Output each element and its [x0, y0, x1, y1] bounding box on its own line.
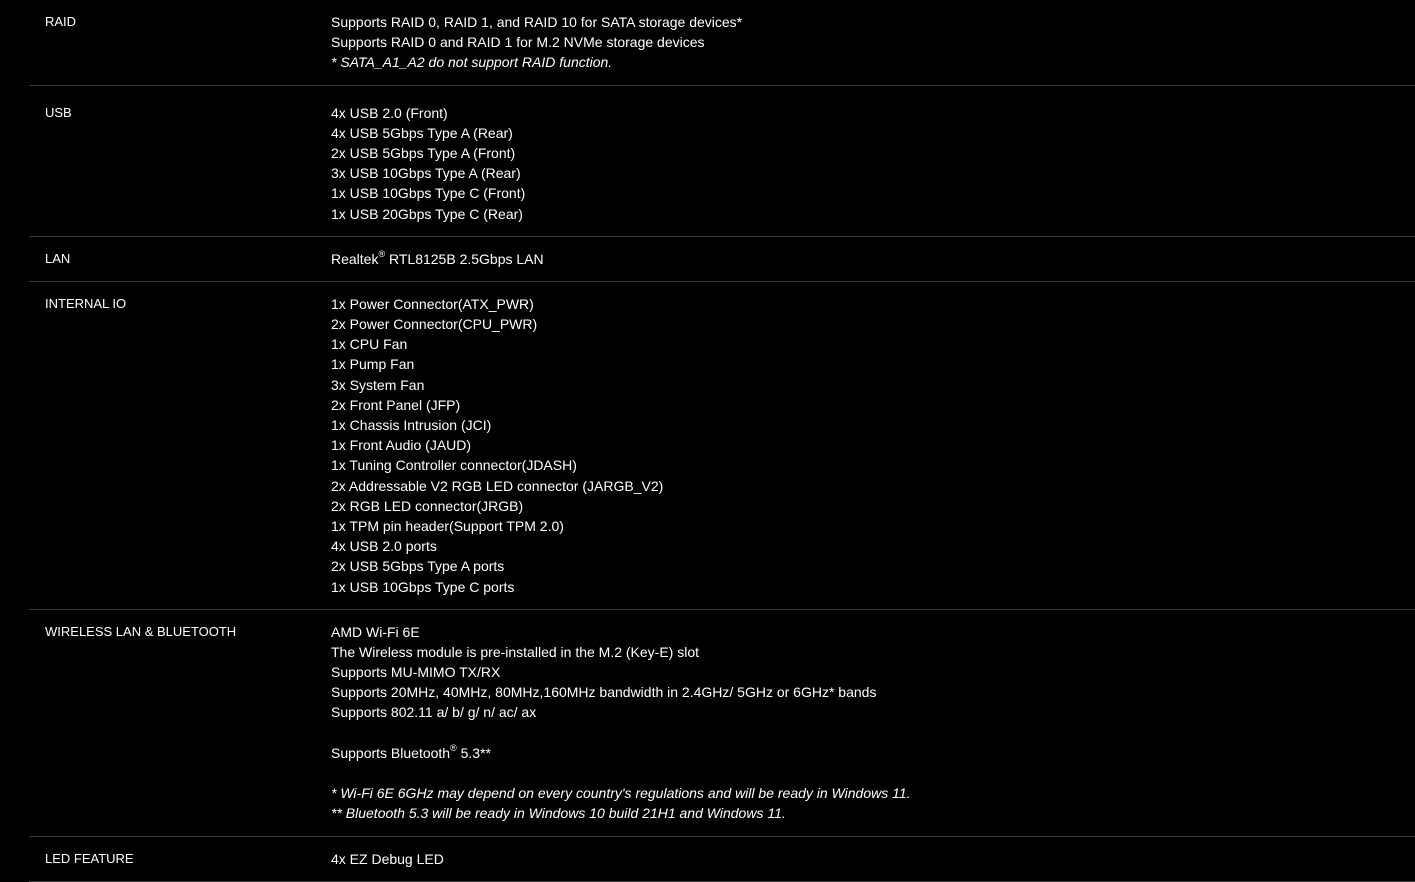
spec-row [29, 282, 1415, 610]
spec-line [331, 622, 1415, 642]
spec-line-text: Supports 802.11 a/ b/ g/ n/ ac/ ax [331, 704, 537, 721]
spec-line-text: The Wireless module is pre-installed in the M.2 (Key-E) slot [331, 643, 700, 660]
spacer [331, 723, 1415, 743]
spec-line-text: 4x USB 2.0 ports [331, 538, 437, 555]
spec-line [331, 52, 1415, 72]
spec-row [29, 610, 1415, 837]
spec-line-text: 1x Tuning Controller connector(JDASH) [331, 457, 577, 474]
spec-line [331, 375, 1415, 395]
spec-line-text: ** Bluetooth 5.3 will be ready in Windows 10 build 21H1 and Windows 11. [331, 805, 786, 822]
spec-label: LAN [45, 250, 71, 266]
spec-line-text: 4x EZ Debug LED [331, 850, 444, 867]
spec-line [331, 496, 1415, 516]
spec-line [331, 334, 1415, 354]
spec-row [29, 237, 1415, 282]
spec-table [29, 0, 1415, 882]
spec-value [331, 622, 1415, 824]
spec-line-text: 2x Power Connector(CPU_PWR) [331, 316, 538, 333]
spec-line-text: Supports MU-MIMO TX/RX [331, 664, 501, 681]
registered-trademark-mark: ® [450, 743, 457, 754]
spec-line-text: 1x Power Connector(ATX_PWR) [331, 295, 534, 312]
spec-line-text: 3x System Fan [331, 376, 425, 393]
spec-line [331, 516, 1415, 536]
spec-line [331, 395, 1415, 415]
spec-value [331, 249, 1415, 269]
spec-line-text: 1x USB 20Gbps Type C (Rear) [331, 205, 523, 222]
spec-line-text-suffix: 5.3** [456, 744, 491, 761]
spec-line [331, 12, 1415, 32]
spec-line [331, 556, 1415, 576]
spec-line-text: 1x CPU Fan [331, 336, 408, 353]
spec-line-text: Realtek [331, 250, 379, 267]
spec-line-text: 2x RGB LED connector(JRGB) [331, 497, 524, 514]
spec-line-text: Supports RAID 0, RAID 1, and RAID 10 for SATA storage devices* [331, 14, 743, 30]
spec-line-text: * SATA_A1_A2 do not support RAID function. [331, 54, 613, 71]
spec-line-text: 1x Front Audio (JAUD) [331, 437, 472, 454]
spec-row [29, 837, 1415, 882]
spec-line [331, 183, 1415, 203]
spec-line-text: 1x TPM pin header(Support TPM 2.0) [331, 517, 564, 534]
spec-line [331, 143, 1415, 163]
spec-line-text: Supports RAID 0 and RAID 1 for M.2 NVMe storage devices [331, 34, 705, 51]
spec-line [331, 577, 1415, 597]
spec-line-text: 3x USB 10Gbps Type A (Rear) [331, 165, 521, 182]
spec-line [331, 476, 1415, 496]
spec-line-text: Supports 20MHz, 40MHz, 80MHz,160MHz bandwidth in 2.4GHz/ 5GHz or 6GHz* bands [331, 684, 877, 701]
spec-line-text: 1x Chassis Intrusion (JCI) [331, 417, 492, 434]
spec-line [331, 123, 1415, 143]
spec-line-text: 1x USB 10Gbps Type C ports [331, 578, 515, 595]
spec-line [331, 702, 1415, 722]
spec-line [331, 294, 1415, 314]
spec-line-text: 2x USB 5Gbps Type A ports [331, 558, 505, 575]
spec-line-text: Supports Bluetooth [331, 744, 451, 761]
spec-line [331, 103, 1415, 123]
spec-line [331, 682, 1415, 702]
spec-value [331, 849, 1415, 869]
spec-line [331, 435, 1415, 455]
spec-line [331, 849, 1415, 869]
spacer [331, 763, 1415, 783]
spec-line [331, 803, 1415, 823]
spec-line-text: AMD Wi-Fi 6E [331, 623, 420, 640]
spec-label: WIRELESS LAN & BLUETOOTH [45, 623, 237, 639]
spec-line-text-suffix: RTL8125B 2.5Gbps LAN [385, 250, 544, 267]
spec-line-text: 2x Front Panel (JFP) [331, 396, 461, 413]
spec-line [331, 743, 1415, 763]
spec-line [331, 783, 1415, 803]
spec-value [331, 294, 1415, 597]
spec-line [331, 163, 1415, 183]
spec-line [331, 642, 1415, 662]
spec-line [331, 536, 1415, 556]
spec-line-text: 4x USB 5Gbps Type A (Rear) [331, 124, 513, 141]
spec-line-text: 2x Addressable V2 RGB LED connector (JARGB_V2) [331, 477, 664, 494]
spec-label: INTERNAL IO [45, 295, 127, 311]
spec-line [331, 415, 1415, 435]
spec-label: RAID [45, 14, 77, 29]
spec-line-text: 1x USB 10Gbps Type C (Front) [331, 185, 526, 202]
spec-value [331, 12, 1415, 73]
spec-row [29, 0, 1415, 86]
spec-line [331, 204, 1415, 224]
spec-line [331, 249, 1415, 269]
spec-line-text: * Wi-Fi 6E 6GHz may depend on every country's regulations and will be ready in Windows 11. [331, 785, 911, 802]
spec-label: LED FEATURE [45, 850, 134, 866]
spec-line-text: 1x Pump Fan [331, 356, 415, 373]
spec-line [331, 354, 1415, 374]
spec-line [331, 455, 1415, 475]
spec-row [29, 86, 1415, 237]
spec-line-text: 2x USB 5Gbps Type A (Front) [331, 144, 516, 161]
spec-label: USB [45, 104, 72, 120]
spec-line-text: 4x USB 2.0 (Front) [331, 104, 448, 121]
registered-trademark-mark: ® [378, 249, 386, 260]
spec-line [331, 314, 1415, 334]
spec-line [331, 662, 1415, 682]
spec-line [331, 32, 1415, 52]
spec-value [331, 103, 1415, 224]
